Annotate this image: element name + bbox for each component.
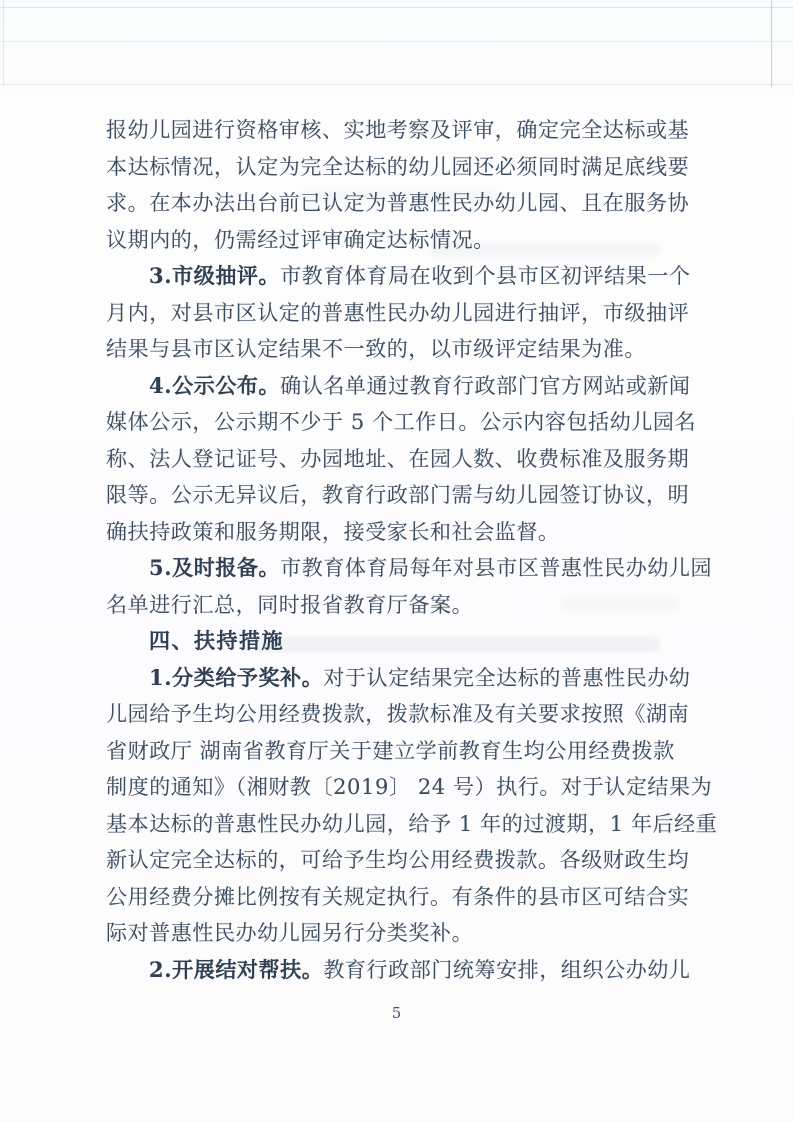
paragraph-lead: 5.及时报备。 xyxy=(149,555,281,580)
paragraph-text: 市教育体育局在收到个县市区初评结果一个 月内，对县市区认定的普惠性民办幼儿园进行抽评，市级抽评 结果与县市区认定结果不一致的，以市级评定结果为准。 xyxy=(106,264,691,361)
paragraph-text: 市教育体育局每年对县市区普惠性民办幼儿园 名单进行汇总，同时报省教育厅备案。 xyxy=(106,556,713,617)
paragraph-text: 对于认定结果完全达标的普惠性民办幼 儿园给予生均公用经费拨款，拨款标准及有关要求按照《湖南 省财政厅 湖南省教育厅关于建立学前教育生均公用经费拨款 制度的通知》（湘财教〔2019〕 24 号）执行。对于认定结果为 基本达标的普惠性民办幼儿园，给予 1 年的过渡期，1 年后经重 新认定完全达标的，可给予生均公用经费拨款。各级财政生均 公用经费分摊比例按有关规定执行。有条件的县市区可结合实 际对普惠性民办幼儿园另行分类奖补。 xyxy=(106,665,718,945)
paragraph-lead: 3.市级抽评。 xyxy=(149,263,281,288)
paragraph-lead: 4.公示公布。 xyxy=(149,372,281,398)
scan-artifact-top-line xyxy=(0,41,793,42)
paragraph-continuation xyxy=(106,112,746,258)
paragraph-pairing-assistance xyxy=(106,952,746,989)
scan-artifact-top-line xyxy=(0,7,793,8)
paragraph-timely-filing xyxy=(106,550,746,623)
scan-artifact-top-line xyxy=(0,84,793,85)
paragraph-text: 报幼儿园进行资格审核、实地考察及评审，确定完全达标或基 本达标情况，认定为完全达标的幼儿园还必须同时满足底线要 求。在本办法出台前已认定为普惠性民办幼儿园、且在服务协 议期内的，仍需经过评审确定达标情况。 xyxy=(106,118,690,252)
section-heading-support-measures: 四、扶持措施 xyxy=(149,628,284,653)
paragraph-city-spot-check xyxy=(106,258,746,368)
paragraph-text: 确认名单通过教育行政部门官方网站或新闻 媒体公示，公示期不少于 5 个工作日。公示内容包括幼儿园名 称、法人登记证号、办园地址、在园人数、收费标准及服务期 限等。公示无异议后，教育行政部门需与幼儿园签订协议，明 确扶持政策和服务期限，接受家长和社会监督。 xyxy=(106,373,697,544)
paragraph-lead: 1.分类给予奖补。 xyxy=(149,664,324,690)
document-body xyxy=(106,112,746,988)
paragraph-classified-subsidies xyxy=(106,660,746,952)
paragraph-public-announcement xyxy=(106,368,746,551)
paragraph-text: 教育行政部门统筹安排，组织公办幼儿 xyxy=(323,957,691,982)
scan-artifact-edge-line xyxy=(3,0,4,86)
scan-artifact-edge-line xyxy=(771,0,772,87)
paragraph-lead: 2.开展结对帮扶。 xyxy=(149,956,324,982)
page-number: 5 xyxy=(391,1004,402,1022)
